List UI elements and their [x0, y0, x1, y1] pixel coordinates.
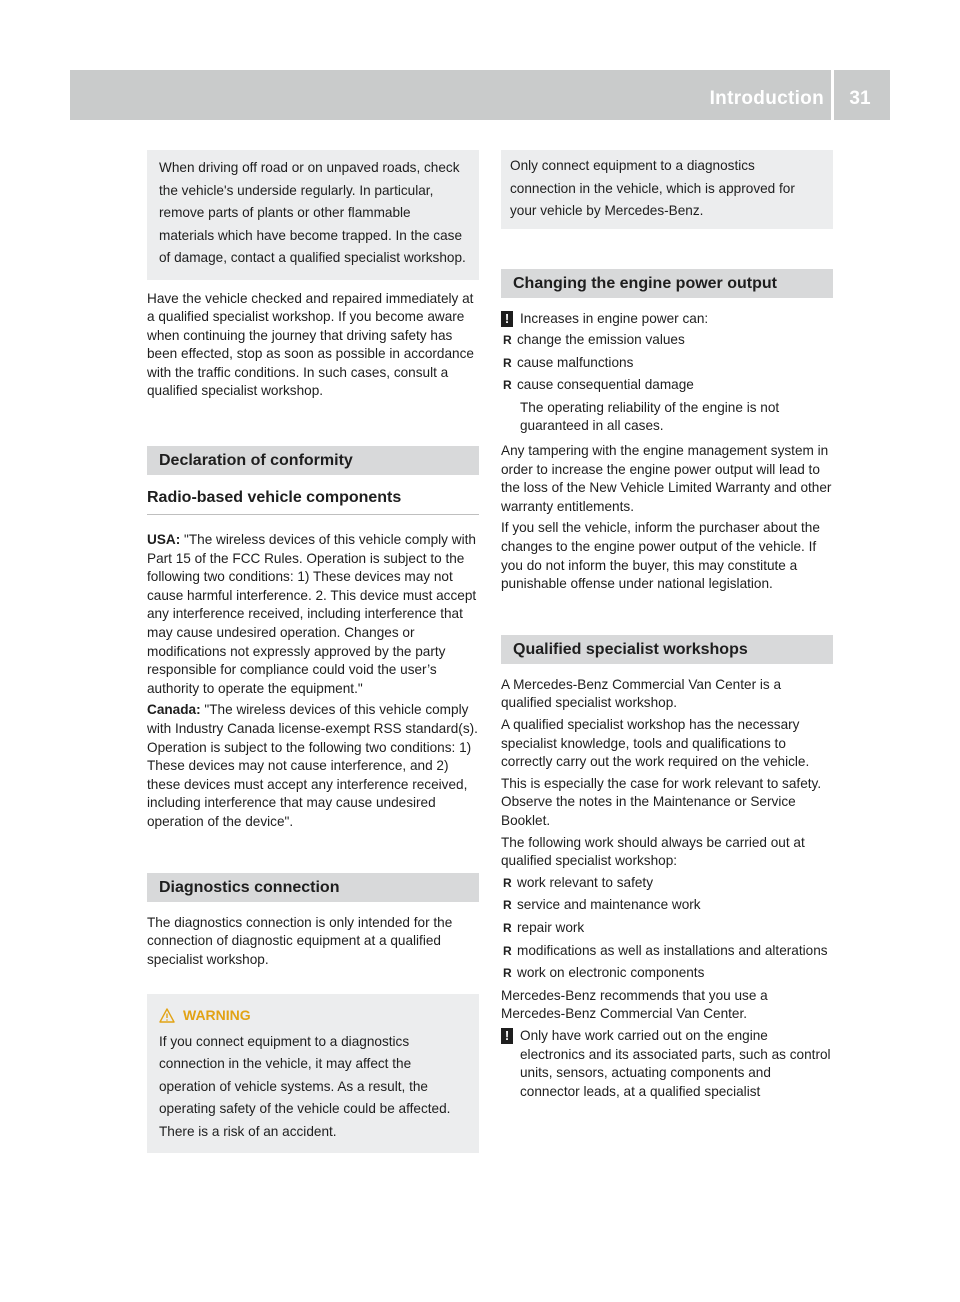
workshops-paragraph-3: This is especially the case for work relevant to safety. Observe the notes in the Maintenance or Service Booklet.	[501, 775, 822, 828]
engine-electronics-text: Only have work carried out on the engine electronics and its associated parts, such as control units, sensors, actuating components and connector leads, at a qualified specialist	[520, 1027, 831, 1099]
usa-label: USA:	[147, 532, 181, 548]
engine-electronics-notice	[501, 1027, 833, 1101]
diagnostics-heading: Diagnostics connection	[147, 873, 479, 902]
workshops-paragraph-2: A qualified specialist workshop has the necessary specialist knowledge, tools and qualifications to correctly carry out the work required on the vehicle.	[501, 717, 810, 770]
right-column	[501, 150, 833, 1104]
engine-reliability-text: The operating reliability of the engine is not guaranteed in all cases.	[520, 399, 780, 434]
list-item: R cause consequential damage	[501, 376, 833, 395]
usa-text: "The wireless devices of this vehicle comply with Part 15 of the FCC Rules. Operation is subject to the following two conditions: 1) These devices may not cause harmful interference. 2. This device must accept any interference received, including interference that may cause undesired operation. Changes or modifications not expressly approved by the party responsible for compliance could void the user’s authority to operate the equipment."	[147, 532, 477, 696]
list-item: R change the emission values	[501, 331, 833, 350]
canada-paragraph	[147, 701, 479, 831]
engine-heading: Changing the engine power output	[501, 269, 833, 298]
header-separator	[831, 70, 834, 120]
canada-label: Canada:	[147, 702, 201, 718]
repair-paragraph: Have the vehicle checked and repaired immediately at a qualified specialist workshop. If you become aware when continuing the journey that driving safety has been effected, stop as soon as possible in accordance with the traffic conditions. In such cases, consult a qualified specialist workshop.	[147, 290, 474, 399]
engine-notice-text: Increases in engine power can:	[520, 310, 709, 326]
list-item: R work on electronic components	[501, 964, 833, 983]
workshops-paragraph-4: The following work should always be carried out at qualified specialist workshop:	[501, 834, 805, 869]
warning-box	[147, 994, 479, 1153]
offroad-text: When driving off road or on unpaved roads, check the vehicle's underside regularly. In particular, remove parts of plants or other flammable materials which have become trapped. In the case of damage, contact a qualified specialist workshop.	[159, 160, 466, 265]
radio-subheading: Radio-based vehicle components	[147, 487, 479, 515]
sell-paragraph: If you sell the vehicle, inform the purchaser about the changes to the engine power output of the vehicle. If you do not inform the buyer, this may constitute a punishable offense under national legislation.	[501, 520, 820, 592]
usa-paragraph	[147, 531, 479, 698]
offroad-info-box	[147, 150, 479, 280]
exclamation-icon: !	[501, 311, 513, 327]
list-item: R repair work	[501, 919, 833, 938]
diagnostics-approval-text: Only connect equipment to a diagnostics connection in the vehicle, which is approved for your vehicle by Mercedes-Benz.	[510, 158, 795, 218]
diagnostics-paragraph: The diagnostics connection is only intended for the connection of diagnostic equipment at a qualified specialist workshop.	[147, 914, 453, 967]
list-item: R cause malfunctions	[501, 354, 833, 373]
warning-label: WARNING	[183, 1007, 251, 1024]
workshop-tasks-list	[501, 874, 833, 983]
page-number: 31	[849, 88, 871, 109]
warning-triangle-icon	[159, 1008, 175, 1023]
list-item: R work relevant to safety	[501, 874, 833, 893]
list-item: R service and maintenance work	[501, 896, 833, 915]
workshops-paragraph-1: A Mercedes-Benz Commercial Van Center is a qualified specialist workshop.	[501, 676, 782, 711]
diagnostics-approval-box	[501, 150, 833, 229]
left-column	[147, 150, 479, 1153]
warning-header	[159, 1004, 467, 1027]
canada-text: "The wireless devices of this vehicle comply with Industry Canada license-exempt RSS standard(s). Operation is subject to the following two conditions: 1) These devices may not cause interference, and 2) these devices must accept any interference received, including interference that may cause undesired operation of the device".	[147, 702, 478, 829]
list-item: R modifications as well as installations and alterations	[501, 942, 833, 961]
section-title: Introduction	[709, 88, 824, 109]
engine-effects-list	[501, 331, 833, 395]
recommend-paragraph: Mercedes-Benz recommends that you use a Mercedes-Benz Commercial Van Center.	[501, 987, 768, 1022]
warning-text: If you connect equipment to a diagnostics connection in the vehicle, it may affect the operation of vehicle systems. As a result, the operating safety of the vehicle could be affected. There is a risk of an accident.	[159, 1033, 451, 1139]
declaration-heading: Declaration of conformity	[147, 446, 479, 475]
tampering-paragraph: Any tampering with the engine management system in order to increase the engine power output will lead to the loss of the New Vehicle Limited Warranty and other warranty entitlements.	[501, 443, 832, 514]
workshops-heading: Qualified specialist workshops	[501, 635, 833, 664]
engine-notice	[501, 310, 833, 329]
exclamation-icon: !	[501, 1028, 513, 1044]
